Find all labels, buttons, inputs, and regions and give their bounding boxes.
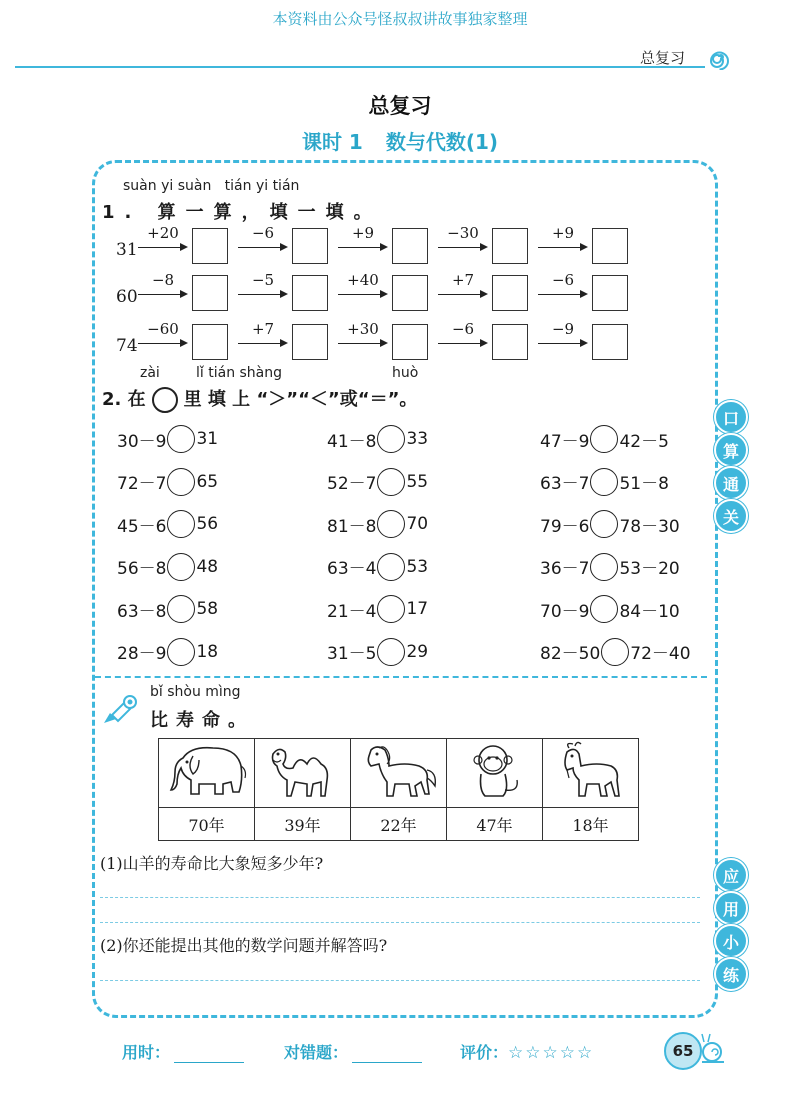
comparison-right: 42－5 — [619, 431, 669, 452]
arrow-right-icon — [538, 294, 586, 295]
comparison-circle[interactable] — [167, 638, 195, 666]
comparison-circle[interactable] — [167, 553, 195, 581]
comparison-item — [327, 510, 428, 538]
comparison-circle[interactable] — [590, 468, 618, 496]
comparison-circle[interactable] — [377, 468, 405, 496]
q2-title-after: 里 填 上 “＞”“＜”或“＝”。 — [183, 389, 418, 410]
time-blank[interactable] — [174, 1046, 244, 1063]
side-tag-oral: 通 — [714, 466, 748, 500]
comparison-circle[interactable] — [167, 425, 195, 453]
comparison-item — [540, 638, 691, 666]
comparison-left: 63－8 — [117, 601, 167, 622]
q3-title: 比寿命。 — [150, 710, 254, 731]
chain-start-number: 31 — [116, 240, 138, 260]
arrow-right-icon — [238, 294, 286, 295]
comparison-circle[interactable] — [590, 425, 618, 453]
comparison-right: 65 — [196, 471, 219, 492]
comparison-left: 36－7 — [540, 559, 590, 579]
comparison-right: 18 — [196, 641, 219, 662]
comparison-left: 28－9 — [117, 644, 167, 664]
comparison-item — [117, 510, 218, 538]
comparison-item — [117, 553, 218, 581]
chain-start-number: 60 — [116, 287, 138, 307]
comparison-left: 79－6 — [540, 516, 590, 537]
comparison-item — [327, 425, 428, 453]
comparison-left: 45－6 — [117, 516, 167, 537]
horse-cell — [351, 739, 447, 808]
chain-operation: −6 — [451, 320, 475, 338]
snail-icon — [696, 1030, 726, 1066]
comparison-item — [327, 595, 428, 623]
section-divider — [95, 676, 707, 678]
q2-pinyin-li: lǐ tián shàng — [196, 365, 283, 381]
arrow-right-icon — [438, 247, 486, 248]
monkey-icon — [451, 740, 539, 802]
spiral-icon — [706, 44, 732, 70]
chain-operation: −60 — [147, 320, 179, 338]
rating-stars[interactable]: ☆☆☆☆☆ — [508, 1043, 595, 1063]
comparison-left: 47－9 — [540, 431, 590, 452]
horse-icon — [355, 740, 443, 802]
chain-operation: −6 — [251, 224, 275, 242]
years-row — [159, 808, 639, 841]
comparison-left: 63－7 — [540, 474, 590, 494]
comparison-item — [540, 510, 680, 538]
answer-line — [100, 922, 700, 923]
comparison-left: 82－50 — [540, 644, 601, 664]
lifespan-value: 47年 — [447, 808, 543, 841]
answer-line — [100, 980, 700, 981]
q3-pinyin: bǐ shòu mìng — [150, 684, 241, 700]
q2-title-before: 2. 在 — [102, 389, 146, 410]
comparison-item — [540, 468, 669, 496]
comparison-left: 81－8 — [327, 516, 377, 537]
arrow-right-icon — [538, 247, 586, 248]
rating-label: 评价： — [460, 1043, 509, 1062]
comparison-circle[interactable] — [601, 638, 629, 666]
lifespan-value: 18年 — [543, 808, 639, 841]
arrow-right-icon — [238, 343, 286, 344]
comparison-circle[interactable] — [377, 425, 405, 453]
chain-operation: +40 — [347, 271, 379, 289]
monkey-cell — [447, 739, 543, 808]
comparison-circle[interactable] — [377, 595, 405, 623]
arrow-right-icon — [138, 294, 186, 295]
q1-title: 1. 算一算，填一填。 — [102, 202, 382, 223]
comparison-item — [117, 468, 218, 496]
side-tag-oral: 关 — [714, 499, 748, 533]
comparison-circle[interactable] — [167, 468, 195, 496]
answer-box[interactable] — [492, 228, 528, 264]
comparison-right: 53 — [406, 556, 429, 577]
goat-cell — [543, 739, 639, 808]
lesson-topic: 数与代数(1) — [385, 130, 499, 154]
chain-operation: +9 — [551, 224, 575, 242]
comparison-circle[interactable] — [167, 595, 195, 623]
side-tag-application: 用 — [714, 891, 748, 925]
comparison-item — [117, 595, 218, 623]
answer-box[interactable] — [592, 228, 628, 264]
answer-box[interactable] — [492, 324, 528, 360]
chain-operation: −9 — [551, 320, 575, 338]
comparison-right: 55 — [406, 471, 429, 492]
arrow-right-icon — [338, 294, 386, 295]
comparison-right: 29 — [406, 641, 429, 662]
arrow-right-icon — [438, 294, 486, 295]
comparison-left: 41－8 — [327, 431, 377, 452]
arrow-right-icon — [238, 247, 286, 248]
lesson-label: 课时 1 — [301, 130, 363, 154]
top-note: 本资料由公众号怪叔叔讲故事独家整理 — [272, 10, 528, 28]
arrow-right-icon — [138, 343, 186, 344]
comparison-left: 21－4 — [327, 601, 377, 622]
comparison-item — [327, 468, 428, 496]
side-tag-application: 应 — [714, 858, 748, 892]
header-section-label: 总复习 — [640, 49, 686, 67]
camel-icon — [259, 740, 347, 802]
trumpet-icon — [100, 693, 140, 727]
comparison-item — [540, 425, 669, 453]
chain-operation: −6 — [551, 271, 575, 289]
comparison-left: 56－8 — [117, 559, 167, 579]
chain-operation: −30 — [447, 224, 479, 242]
comparison-right: 51－8 — [619, 474, 669, 494]
side-tag-oral: 算 — [714, 433, 748, 467]
answer-box[interactable] — [192, 228, 228, 264]
chain-operation: +7 — [251, 320, 275, 338]
time-label: 用时： — [122, 1043, 171, 1062]
circle-icon — [152, 387, 178, 413]
comparison-right: 56 — [196, 514, 219, 534]
comparison-item — [540, 595, 680, 623]
comparison-right: 33 — [406, 429, 429, 449]
comparison-item — [327, 638, 428, 666]
answer-line — [100, 897, 700, 898]
comparison-right: 17 — [406, 599, 429, 619]
comparison-item — [327, 553, 428, 581]
arrow-right-icon — [438, 343, 486, 344]
comparison-circle[interactable] — [377, 553, 405, 581]
page-number: 65 — [664, 1032, 702, 1070]
comparison-right: 78－30 — [619, 516, 680, 537]
answer-box[interactable] — [592, 275, 628, 311]
chain-operation: −5 — [251, 271, 275, 289]
answer-box[interactable] — [592, 324, 628, 360]
answer-box[interactable] — [392, 228, 428, 264]
q2-pinyin-zai: zài — [140, 365, 160, 381]
chain-operation: +9 — [351, 224, 375, 242]
answer-box[interactable] — [292, 324, 328, 360]
arrow-right-icon — [338, 247, 386, 248]
comparison-right: 53－20 — [619, 559, 680, 579]
answer-box[interactable] — [192, 275, 228, 311]
comparison-right: 84－10 — [619, 601, 680, 622]
comparison-circle[interactable] — [590, 595, 618, 623]
lifespan-value: 39年 — [255, 808, 351, 841]
errors-blank[interactable] — [352, 1046, 422, 1063]
comparison-left: 63－4 — [327, 559, 377, 579]
answer-box[interactable] — [392, 275, 428, 311]
side-tag-oral: 口 — [714, 400, 748, 434]
elephant-icon — [163, 740, 251, 802]
answer-box[interactable] — [492, 275, 528, 311]
chain-start-number: 74 — [116, 336, 138, 356]
chain-operation: +7 — [451, 271, 475, 289]
lifespan-value: 70年 — [159, 808, 255, 841]
comparison-right: 31 — [196, 429, 219, 449]
errors-label: 对错题： — [284, 1043, 349, 1062]
q1-pinyin: suàn yi suàn tián yi tián — [123, 178, 300, 194]
comparison-left: 31－5 — [327, 644, 377, 664]
footer-time — [122, 1040, 244, 1063]
elephant-cell — [159, 739, 255, 808]
side-tag-application: 练 — [714, 957, 748, 991]
footer-errors — [284, 1040, 422, 1063]
chain-operation: −8 — [151, 271, 175, 289]
comparison-circle[interactable] — [377, 510, 405, 538]
comparison-right: 70 — [406, 514, 429, 534]
lifespan-value: 22年 — [351, 808, 447, 841]
answer-box[interactable] — [292, 275, 328, 311]
lifespan-table — [158, 738, 639, 841]
page-title: 总复习 — [368, 94, 432, 118]
comparison-circle[interactable] — [167, 510, 195, 538]
arrow-right-icon — [338, 343, 386, 344]
comparison-item — [540, 553, 680, 581]
goat-icon — [547, 740, 635, 802]
lesson-title — [0, 126, 800, 155]
comparison-right: 48 — [196, 556, 219, 577]
arrow-right-icon — [138, 247, 186, 248]
q2-pinyin-huo: huò — [392, 365, 419, 381]
camel-cell — [255, 739, 351, 808]
comparison-item — [117, 425, 218, 453]
answer-box[interactable] — [292, 228, 328, 264]
comparison-left: 70－9 — [540, 601, 590, 622]
comparison-right: 72－40 — [630, 644, 691, 664]
footer-rating — [460, 1040, 594, 1063]
header-rule — [15, 66, 705, 68]
answer-box[interactable] — [192, 324, 228, 360]
comparison-left: 30－9 — [117, 431, 167, 452]
sub-question-1: (1)山羊的寿命比大象短多少年? — [100, 854, 324, 873]
comparison-right: 58 — [196, 599, 219, 619]
answer-box[interactable] — [392, 324, 428, 360]
comparison-circle[interactable] — [590, 510, 618, 538]
comparison-left: 72－7 — [117, 474, 167, 494]
comparison-left: 52－7 — [327, 474, 377, 494]
side-tag-application: 小 — [714, 924, 748, 958]
sub-question-2: (2)你还能提出其他的数学问题并解答吗? — [100, 936, 388, 955]
comparison-circle[interactable] — [590, 553, 618, 581]
q2-title — [102, 385, 417, 413]
comparison-circle[interactable] — [377, 638, 405, 666]
chain-operation: +30 — [347, 320, 379, 338]
chain-operation: +20 — [147, 224, 179, 242]
comparison-item — [117, 638, 218, 666]
arrow-right-icon — [538, 343, 586, 344]
